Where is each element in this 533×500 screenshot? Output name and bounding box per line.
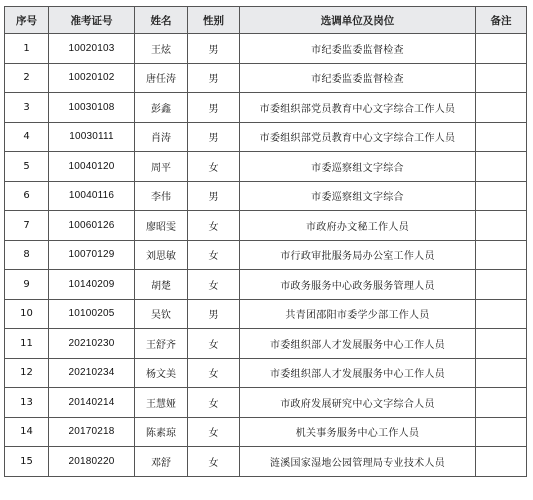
cell-position: 市委组织部人才发展服务中心工作人员	[240, 358, 476, 388]
cell-exam-id: 10140209	[49, 270, 135, 300]
cell-note	[476, 34, 527, 64]
cell-exam-id: 10100205	[49, 299, 135, 329]
cell-exam-id: 10070129	[49, 240, 135, 270]
cell-name: 李伟	[135, 181, 188, 211]
cell-exam-id: 10020103	[49, 34, 135, 64]
table-row	[5, 63, 527, 93]
cell-note	[476, 447, 527, 477]
table-row	[5, 447, 527, 477]
cell-exam-id: 20140214	[49, 388, 135, 418]
cell-gender: 女	[188, 329, 240, 359]
cell-position: 市委组织部人才发展服务中心工作人员	[240, 329, 476, 359]
cell-gender: 男	[188, 34, 240, 64]
cell-position: 市纪委监委监督检查	[240, 34, 476, 64]
header-note: 备注	[476, 7, 527, 34]
cell-exam-id: 10040116	[49, 181, 135, 211]
cell-gender: 女	[188, 417, 240, 447]
table-row	[5, 358, 527, 388]
cell-gender: 女	[188, 358, 240, 388]
cell-gender: 女	[188, 240, 240, 270]
cell-name: 刘思敏	[135, 240, 188, 270]
cell-seq: 13	[5, 388, 49, 418]
cell-exam-id: 10030108	[49, 93, 135, 123]
header-exam-id: 准考证号	[49, 7, 135, 34]
cell-seq: 4	[5, 122, 49, 152]
cell-name: 肖涛	[135, 122, 188, 152]
table-row	[5, 240, 527, 270]
cell-name: 王慧娅	[135, 388, 188, 418]
cell-exam-id: 10020102	[49, 63, 135, 93]
cell-gender: 男	[188, 122, 240, 152]
cell-name: 唐任涛	[135, 63, 188, 93]
cell-seq: 7	[5, 211, 49, 241]
cell-exam-id: 20170218	[49, 417, 135, 447]
table-row	[5, 152, 527, 182]
header-position: 选调单位及岗位	[240, 7, 476, 34]
cell-note	[476, 299, 527, 329]
cell-name: 廖昭雯	[135, 211, 188, 241]
table-row	[5, 34, 527, 64]
results-table	[4, 6, 527, 477]
cell-position: 共青团邵阳市委学少部工作人员	[240, 299, 476, 329]
cell-gender: 女	[188, 270, 240, 300]
cell-exam-id: 10060126	[49, 211, 135, 241]
cell-gender: 女	[188, 211, 240, 241]
cell-name: 周平	[135, 152, 188, 182]
cell-gender: 男	[188, 93, 240, 123]
cell-note	[476, 122, 527, 152]
cell-exam-id: 20180220	[49, 447, 135, 477]
cell-gender: 女	[188, 152, 240, 182]
cell-name: 杨文美	[135, 358, 188, 388]
cell-seq: 8	[5, 240, 49, 270]
cell-seq: 11	[5, 329, 49, 359]
cell-name: 陈素琼	[135, 417, 188, 447]
cell-gender: 女	[188, 447, 240, 477]
cell-gender: 男	[188, 299, 240, 329]
cell-seq: 15	[5, 447, 49, 477]
cell-name: 邓舒	[135, 447, 188, 477]
cell-name: 王舒齐	[135, 329, 188, 359]
cell-position: 市委巡察组文字综合	[240, 152, 476, 182]
table-row	[5, 181, 527, 211]
table-row	[5, 299, 527, 329]
table-row	[5, 329, 527, 359]
cell-position: 涟溪国家湿地公园管理局专业技术人员	[240, 447, 476, 477]
table-row	[5, 122, 527, 152]
cell-position: 市政务服务中心政务服务管理人员	[240, 270, 476, 300]
table-header-row	[5, 7, 527, 34]
cell-seq: 9	[5, 270, 49, 300]
cell-position: 市委组织部党员教育中心文字综合工作人员	[240, 122, 476, 152]
table-body	[5, 34, 527, 477]
cell-position: 市政府发展研究中心文字综合人员	[240, 388, 476, 418]
cell-seq: 5	[5, 152, 49, 182]
table-row	[5, 211, 527, 241]
cell-seq: 3	[5, 93, 49, 123]
cell-position: 市行政审批服务局办公室工作人员	[240, 240, 476, 270]
header-name: 姓名	[135, 7, 188, 34]
cell-position: 市政府办文秘工作人员	[240, 211, 476, 241]
header-seq: 序号	[5, 7, 49, 34]
cell-note	[476, 63, 527, 93]
cell-exam-id: 10040120	[49, 152, 135, 182]
cell-position: 市委巡察组文字综合	[240, 181, 476, 211]
cell-seq: 14	[5, 417, 49, 447]
cell-name: 胡楚	[135, 270, 188, 300]
cell-gender: 男	[188, 181, 240, 211]
cell-position: 市纪委监委监督检查	[240, 63, 476, 93]
header-gender: 性别	[188, 7, 240, 34]
cell-position: 机关事务服务中心工作人员	[240, 417, 476, 447]
cell-note	[476, 152, 527, 182]
cell-name: 王炫	[135, 34, 188, 64]
cell-note	[476, 358, 527, 388]
cell-seq: 12	[5, 358, 49, 388]
cell-note	[476, 181, 527, 211]
cell-name: 彭鑫	[135, 93, 188, 123]
cell-note	[476, 211, 527, 241]
cell-note	[476, 93, 527, 123]
cell-seq: 10	[5, 299, 49, 329]
cell-position: 市委组织部党员教育中心文字综合工作人员	[240, 93, 476, 123]
table-row	[5, 417, 527, 447]
cell-note	[476, 388, 527, 418]
cell-exam-id: 10030111	[49, 122, 135, 152]
table-row	[5, 93, 527, 123]
cell-exam-id: 20210230	[49, 329, 135, 359]
cell-seq: 2	[5, 63, 49, 93]
cell-seq: 6	[5, 181, 49, 211]
cell-exam-id: 20210234	[49, 358, 135, 388]
cell-note	[476, 329, 527, 359]
cell-note	[476, 240, 527, 270]
cell-note	[476, 417, 527, 447]
cell-gender: 女	[188, 388, 240, 418]
table-row	[5, 270, 527, 300]
cell-gender: 男	[188, 63, 240, 93]
cell-name: 吴钦	[135, 299, 188, 329]
table-row	[5, 388, 527, 418]
cell-seq: 1	[5, 34, 49, 64]
cell-note	[476, 270, 527, 300]
